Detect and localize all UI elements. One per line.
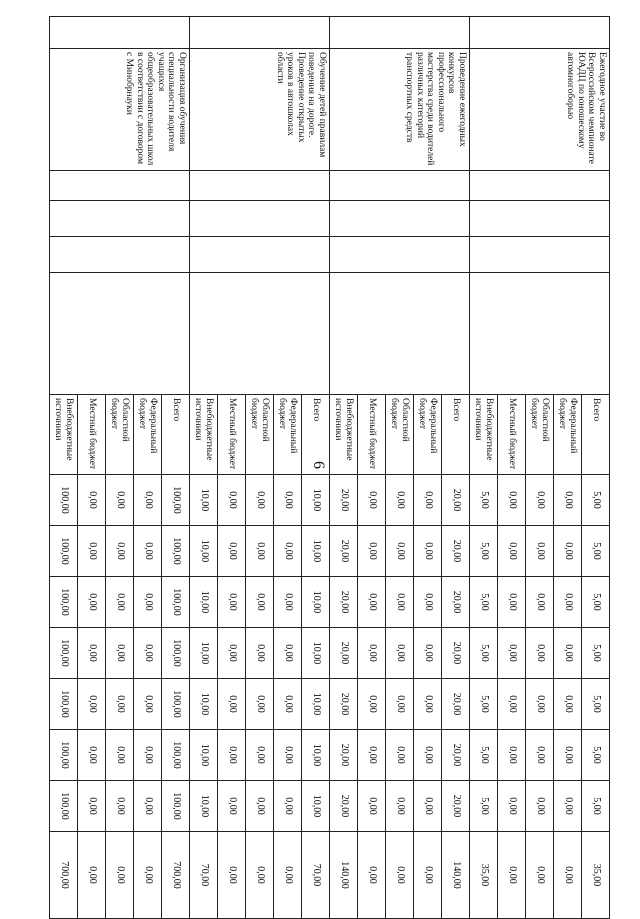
empty-cell	[330, 273, 470, 395]
value-cell: 20,00	[442, 577, 470, 628]
value-cell: 0,00	[134, 628, 162, 679]
value-cell: 0,00	[358, 832, 386, 919]
value-cell: 0,00	[78, 526, 106, 577]
activity-name: Проведение ежегодных конкурсов профессионального мастерства среди водителей различных категорий транспортных средств	[330, 49, 470, 171]
table-row	[162, 17, 190, 919]
value-cell: 0,00	[106, 781, 134, 832]
value-cell: 0,00	[498, 577, 526, 628]
value-cell: 100,00	[162, 577, 190, 628]
value-cell: 0,00	[498, 475, 526, 526]
value-cell: 0,00	[134, 526, 162, 577]
value-cell: 20,00	[442, 526, 470, 577]
value-cell: 5,00	[582, 577, 610, 628]
funding-source: Областной бюджет	[526, 395, 554, 475]
value-cell: 20,00	[442, 730, 470, 781]
empty-cell	[50, 273, 190, 395]
value-cell: 0,00	[106, 475, 134, 526]
value-cell: 100,00	[162, 475, 190, 526]
empty-cell	[50, 201, 190, 237]
value-cell: 20,00	[330, 679, 358, 730]
value-cell: 0,00	[554, 679, 582, 730]
value-cell: 5,00	[582, 781, 610, 832]
value-cell: 0,00	[246, 679, 274, 730]
value-cell: 140,00	[442, 832, 470, 919]
value-cell: 0,00	[386, 781, 414, 832]
value-cell: 10,00	[190, 475, 218, 526]
value-cell: 5,00	[582, 628, 610, 679]
number-cell	[470, 17, 610, 49]
table-row	[302, 17, 330, 919]
table-row	[442, 17, 470, 919]
value-cell: 700,00	[162, 832, 190, 919]
value-cell: 0,00	[134, 577, 162, 628]
value-cell: 10,00	[190, 679, 218, 730]
value-cell: 0,00	[498, 679, 526, 730]
value-cell: 0,00	[414, 628, 442, 679]
value-cell: 10,00	[302, 781, 330, 832]
value-cell: 0,00	[134, 730, 162, 781]
funding-source: Областной бюджет	[106, 395, 134, 475]
value-cell: 70,00	[190, 832, 218, 919]
budget-table	[49, 16, 610, 919]
value-cell: 0,00	[554, 730, 582, 781]
value-cell: 0,00	[78, 781, 106, 832]
value-cell: 100,00	[50, 526, 78, 577]
value-cell: 0,00	[526, 526, 554, 577]
value-cell: 5,00	[470, 628, 498, 679]
value-cell: 10,00	[190, 781, 218, 832]
value-cell: 5,00	[582, 475, 610, 526]
value-cell: 5,00	[470, 679, 498, 730]
value-cell: 20,00	[330, 628, 358, 679]
value-cell: 0,00	[554, 475, 582, 526]
value-cell: 0,00	[414, 679, 442, 730]
funding-source: Внебюджетные источники	[470, 395, 498, 475]
value-cell: 10,00	[302, 577, 330, 628]
value-cell: 0,00	[554, 832, 582, 919]
value-cell: 0,00	[358, 781, 386, 832]
value-cell: 0,00	[498, 526, 526, 577]
table-row	[582, 17, 610, 919]
value-cell: 0,00	[498, 781, 526, 832]
value-cell: 0,00	[246, 526, 274, 577]
value-cell: 100,00	[162, 730, 190, 781]
value-cell: 0,00	[78, 679, 106, 730]
page-number: 6	[310, 461, 327, 469]
value-cell: 20,00	[330, 781, 358, 832]
number-cell	[50, 17, 190, 49]
value-cell: 100,00	[50, 475, 78, 526]
value-cell: 0,00	[386, 628, 414, 679]
funding-source: Федеральный бюджет	[134, 395, 162, 475]
value-cell: 0,00	[106, 526, 134, 577]
value-cell: 100,00	[162, 526, 190, 577]
value-cell: 0,00	[246, 475, 274, 526]
value-cell: 10,00	[190, 577, 218, 628]
value-cell: 0,00	[358, 577, 386, 628]
value-cell: 0,00	[414, 730, 442, 781]
value-cell: 35,00	[470, 832, 498, 919]
number-cell	[330, 17, 470, 49]
funding-source: Всего	[302, 395, 330, 475]
value-cell: 0,00	[526, 832, 554, 919]
value-cell: 5,00	[470, 730, 498, 781]
value-cell: 0,00	[526, 781, 554, 832]
value-cell: 20,00	[442, 679, 470, 730]
value-cell: 0,00	[106, 832, 134, 919]
value-cell: 0,00	[218, 577, 246, 628]
value-cell: 0,00	[246, 628, 274, 679]
value-cell: 0,00	[134, 679, 162, 730]
empty-cell	[50, 237, 190, 273]
value-cell: 0,00	[218, 526, 246, 577]
value-cell: 20,00	[330, 526, 358, 577]
empty-cell	[50, 171, 190, 201]
empty-cell	[190, 171, 330, 201]
value-cell: 0,00	[526, 679, 554, 730]
funding-source: Местный бюджет	[358, 395, 386, 475]
value-cell: 0,00	[554, 628, 582, 679]
value-cell: 5,00	[582, 679, 610, 730]
value-cell: 0,00	[78, 475, 106, 526]
value-cell: 0,00	[246, 577, 274, 628]
value-cell: 0,00	[498, 628, 526, 679]
value-cell: 10,00	[302, 679, 330, 730]
empty-cell	[470, 273, 610, 395]
value-cell: 0,00	[554, 526, 582, 577]
value-cell: 20,00	[442, 475, 470, 526]
value-cell: 0,00	[246, 730, 274, 781]
value-cell: 10,00	[190, 730, 218, 781]
funding-source: Федеральный бюджет	[554, 395, 582, 475]
value-cell: 0,00	[386, 730, 414, 781]
value-cell: 0,00	[414, 577, 442, 628]
budget-table-frame	[50, 16, 610, 889]
value-cell: 0,00	[386, 679, 414, 730]
value-cell: 0,00	[274, 832, 302, 919]
funding-source: Всего	[162, 395, 190, 475]
value-cell: 100,00	[50, 628, 78, 679]
value-cell: 0,00	[358, 526, 386, 577]
table-body	[50, 17, 610, 919]
value-cell: 700,00	[50, 832, 78, 919]
value-cell: 0,00	[218, 832, 246, 919]
value-cell: 0,00	[134, 781, 162, 832]
value-cell: 0,00	[106, 730, 134, 781]
value-cell: 10,00	[302, 475, 330, 526]
value-cell: 0,00	[526, 628, 554, 679]
empty-cell	[330, 237, 470, 273]
value-cell: 0,00	[414, 526, 442, 577]
funding-source: Всего	[582, 395, 610, 475]
value-cell: 5,00	[582, 526, 610, 577]
value-cell: 0,00	[414, 475, 442, 526]
funding-source: Федеральный бюджет	[274, 395, 302, 475]
value-cell: 0,00	[218, 475, 246, 526]
funding-source: Областной бюджет	[246, 395, 274, 475]
value-cell: 0,00	[358, 628, 386, 679]
value-cell: 100,00	[50, 679, 78, 730]
value-cell: 5,00	[470, 577, 498, 628]
funding-source: Местный бюджет	[78, 395, 106, 475]
value-cell: 0,00	[78, 628, 106, 679]
empty-cell	[330, 171, 470, 201]
value-cell: 20,00	[330, 577, 358, 628]
value-cell: 0,00	[526, 577, 554, 628]
value-cell: 0,00	[218, 781, 246, 832]
value-cell: 20,00	[330, 475, 358, 526]
value-cell: 0,00	[274, 679, 302, 730]
value-cell: 0,00	[218, 679, 246, 730]
value-cell: 0,00	[526, 475, 554, 526]
value-cell: 0,00	[134, 475, 162, 526]
number-cell	[190, 17, 330, 49]
value-cell: 0,00	[274, 577, 302, 628]
value-cell: 100,00	[162, 781, 190, 832]
value-cell: 0,00	[246, 832, 274, 919]
value-cell: 0,00	[554, 781, 582, 832]
funding-source: Областной бюджет	[386, 395, 414, 475]
value-cell: 10,00	[190, 526, 218, 577]
value-cell: 0,00	[414, 832, 442, 919]
value-cell: 0,00	[554, 577, 582, 628]
value-cell: 0,00	[414, 781, 442, 832]
value-cell: 0,00	[526, 730, 554, 781]
value-cell: 0,00	[218, 730, 246, 781]
value-cell: 0,00	[386, 577, 414, 628]
value-cell: 0,00	[386, 475, 414, 526]
value-cell: 0,00	[386, 832, 414, 919]
value-cell: 0,00	[386, 526, 414, 577]
value-cell: 0,00	[106, 679, 134, 730]
value-cell: 0,00	[498, 730, 526, 781]
activity-name: Организация обучения специальности водителя учащихся общеобразовательных школ в соответствии с договором с Минобрнауки	[50, 49, 190, 171]
value-cell: 0,00	[274, 730, 302, 781]
value-cell: 0,00	[106, 577, 134, 628]
value-cell: 100,00	[50, 781, 78, 832]
value-cell: 100,00	[162, 628, 190, 679]
value-cell: 20,00	[442, 628, 470, 679]
value-cell: 35,00	[582, 832, 610, 919]
value-cell: 0,00	[498, 832, 526, 919]
funding-source: Внебюджетные источники	[50, 395, 78, 475]
activity-name: Обучение детей правилам поведения на дороге. Проведение открытых уроков в автошколах области	[190, 49, 330, 171]
empty-cell	[190, 237, 330, 273]
empty-cell	[190, 273, 330, 395]
value-cell: 0,00	[358, 679, 386, 730]
value-cell: 0,00	[134, 832, 162, 919]
value-cell: 10,00	[302, 730, 330, 781]
value-cell: 0,00	[274, 628, 302, 679]
activity-name: Ежегодное участие во Всероссийском чемпионате ЮАДЦ по юношескому автомногоборью	[470, 49, 610, 171]
empty-cell	[470, 201, 610, 237]
value-cell: 20,00	[330, 730, 358, 781]
value-cell: 10,00	[302, 526, 330, 577]
value-cell: 100,00	[162, 679, 190, 730]
value-cell: 0,00	[78, 832, 106, 919]
value-cell: 5,00	[470, 526, 498, 577]
value-cell: 5,00	[582, 730, 610, 781]
empty-cell	[190, 201, 330, 237]
value-cell: 0,00	[78, 577, 106, 628]
value-cell: 0,00	[106, 628, 134, 679]
funding-source: Внебюджетные источники	[330, 395, 358, 475]
value-cell: 0,00	[246, 781, 274, 832]
value-cell: 140,00	[330, 832, 358, 919]
value-cell: 10,00	[302, 628, 330, 679]
value-cell: 0,00	[274, 475, 302, 526]
empty-cell	[470, 237, 610, 273]
value-cell: 5,00	[470, 475, 498, 526]
value-cell: 0,00	[358, 475, 386, 526]
funding-source: Внебюджетные источники	[190, 395, 218, 475]
value-cell: 20,00	[442, 781, 470, 832]
value-cell: 5,00	[470, 781, 498, 832]
value-cell: 0,00	[274, 781, 302, 832]
value-cell: 100,00	[50, 730, 78, 781]
value-cell: 0,00	[274, 526, 302, 577]
value-cell: 0,00	[78, 730, 106, 781]
value-cell: 70,00	[302, 832, 330, 919]
value-cell: 10,00	[190, 628, 218, 679]
value-cell: 0,00	[218, 628, 246, 679]
empty-cell	[470, 171, 610, 201]
value-cell: 0,00	[358, 730, 386, 781]
funding-source: Федеральный бюджет	[414, 395, 442, 475]
funding-source: Местный бюджет	[218, 395, 246, 475]
value-cell: 100,00	[50, 577, 78, 628]
funding-source: Всего	[442, 395, 470, 475]
empty-cell	[330, 201, 470, 237]
funding-source: Местный бюджет	[498, 395, 526, 475]
